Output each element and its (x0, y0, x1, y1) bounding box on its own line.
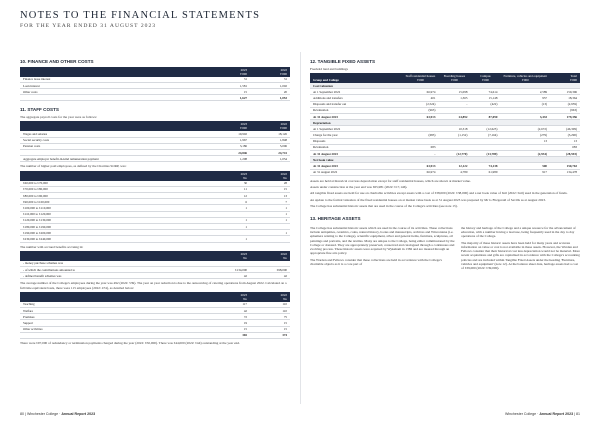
note11-heading: 11. STAFF COSTS (20, 107, 59, 113)
fte-table (20, 292, 290, 339)
cell-value: 66,974 (402, 169, 438, 175)
note13-heading: 13. HERITAGE ASSETS (310, 216, 361, 222)
value-2022: £98,000 (250, 266, 290, 272)
cell-value: (2,524) (402, 101, 438, 107)
cell-value: 159,396 (550, 89, 580, 95)
value-2023: 1,627 (210, 95, 250, 101)
value-2022: 15 (250, 186, 290, 192)
row-label: Disposals (310, 138, 402, 144)
redundancy-text: There were £97,000 of redundancy or termination payments charged during the year (2022: £50,000). There was £44,000 (2022: £nil) outstanding at the year end. (20, 340, 240, 345)
col-2023: 2023 £'000 (240, 67, 247, 76)
value-2022: 18,126 (250, 131, 290, 137)
row-label: Additions and transfers (310, 95, 402, 101)
value-2022: 15 (250, 326, 290, 332)
value-2023: 15 (210, 326, 250, 332)
cell-value: 13 (500, 138, 550, 144)
cell-value: 683 (550, 144, 580, 150)
row-label: £100,000 to £110,000 (20, 205, 210, 211)
row-label: £190,000 to £200,000 (20, 230, 210, 236)
cell-value: (963) (402, 107, 438, 113)
value-2022: 1,054 (250, 156, 290, 162)
cell-value: 917 (500, 169, 550, 175)
row-label: Support (20, 320, 210, 326)
value-2022: 20 (250, 89, 290, 95)
right-column (310, 56, 580, 272)
col-boarding-houses: Boarding houses £'000 (443, 73, 466, 82)
staff-intro: The aggregate payroll costs for the year were as follows: (20, 115, 97, 120)
col-total: Total £'000 (570, 73, 577, 82)
heritage-right-2: The majority of these historic assets have been held for many years and accurate information on value or cost is not available in these assets. However, the Warden and Fellows consider that their historical cost less depreciation would not be material. More recent acquisitions and gifts are capitalised in accordance with the College's accounting policies and are included within Tangible Fixed Assets under the heading 'Furniture, vehicles and equipment' (note 12). At the balance sheet date, heritage assets had a cost of £39,000 (2022: £39,000). (461, 240, 580, 271)
footer-right-report: Annual Report 2023 (539, 412, 574, 416)
heritage-right-1: the history and heritage of the College and a unique resource for the advancement of education, with a number having a lead use, being frequently used in the day to day operations of the College. (461, 225, 576, 239)
pension-table (20, 251, 290, 280)
footer-left-report: Annual Report 2023 (61, 412, 96, 416)
value-2023: 1 (210, 223, 250, 229)
col-2022: 2022 No (280, 251, 287, 260)
cell-value: 63,913 (402, 113, 438, 119)
row-label: - of which the contributions amounted to (20, 266, 210, 272)
cell-value: 134,478 (550, 169, 580, 175)
left-column (20, 56, 290, 347)
cell-value: 500 (500, 163, 550, 169)
section-heading: Cost/valuation (310, 83, 580, 89)
cell-value: 3,433 (500, 113, 550, 119)
col-furniture: Furniture, vehicles and equipment £'000 (503, 73, 547, 82)
fixed-assets-intro: Freehold land and buildings (310, 66, 348, 71)
row-label: Finance lease interest (20, 77, 210, 83)
row-label: Pension costs (20, 143, 210, 149)
bands-intro: The number of higher paid employees, as defined by the Charities SORP, was: (20, 164, 127, 169)
value-2023: 19 (210, 320, 250, 326)
col-2023: 2023 £'000 (240, 122, 247, 131)
cell-value: (2,934) (500, 151, 550, 157)
table-row (20, 273, 290, 279)
value-2022: 28 (250, 181, 290, 187)
row-label: Teaching (20, 302, 210, 308)
value-2023: 3,186 (210, 143, 250, 149)
row-label: Welfare (20, 308, 210, 314)
row-label: Other costs (20, 89, 210, 95)
row-label: £80,000 to £90,000 (20, 193, 210, 199)
cell-value: 74,138 (470, 163, 500, 169)
heritage-left-2: The Warden and Fellows consider that these collections are held in accordance with the College's charitable objects as it is a core part of (310, 257, 442, 266)
value-2022: 110 (250, 308, 290, 314)
fa-para-5: The College has substantial historic assets that are used in the course of the College's activities (see note 13). (310, 203, 458, 208)
row-label: Revaluation (310, 144, 402, 150)
table-row (20, 236, 290, 242)
fa-para-3: All tangible fixed assets are held for use on charitable activities except assets with a cost of £38,000 (2022: £38,000) and a net book value of £nil (2022: £nil) used in the generation of funds. (310, 191, 568, 196)
col-2022: 2022 No (280, 171, 287, 180)
value-2023: 15 (210, 89, 250, 95)
finance-costs-table (20, 67, 290, 102)
col-2023: 2023 No (240, 292, 247, 301)
table-row (20, 332, 290, 338)
value-2023: 1,581 (210, 82, 250, 88)
col-2022: 2022 No (280, 292, 287, 301)
value-2022: 1,053 (250, 95, 290, 101)
cell-value: (12,770) (438, 151, 470, 157)
fa-para-1: Assets are held at historical cost less depreciation except for staff residential houses, which are shown at market value. (310, 178, 471, 183)
cell-value: 74,614 (470, 89, 500, 95)
cell-value: (46,309) (550, 126, 580, 132)
row-label: At 31 August 2023 (310, 151, 402, 157)
row-label: - money purchase schemes was (20, 261, 210, 267)
footer-left-org: Winchester College (26, 412, 59, 416)
row-label: £230,000 to £240,000 (20, 236, 210, 242)
fte-text: The average number of the College's employees during the year was 492 (2022: 539). The year on year reduction is due to the outsourcing of catering operations from August 2022. Calculated on a full time equivalent basis, there were 115 employees (2022: 474), as detailed below: (20, 281, 287, 290)
note10-heading: 10. FINANCE AND OTHER COSTS (20, 59, 94, 64)
value-2023: 19,902 (210, 131, 250, 137)
col-staff-houses: Staff residential houses £'000 (405, 73, 436, 82)
cell-value: 1,365 (438, 95, 470, 101)
section-heading: Net book value (310, 157, 580, 163)
page-subtitle: FOR THE YEAR ENDED 31 AUGUST 2023 (20, 23, 157, 29)
cell-value: 61,989 (470, 169, 500, 175)
cell-value: (279) (500, 132, 550, 138)
row-label: Wages and salaries (20, 131, 210, 137)
heritage-text (310, 224, 580, 273)
row-label: Aggregate employer benefit-in-kind remuneration payment (20, 156, 210, 162)
row-label: £90,000 to £100,000 (20, 199, 210, 205)
value-2023: 1 (210, 236, 250, 242)
row-label: At 31 August 2022 (310, 169, 402, 175)
cell-value: - (402, 151, 438, 157)
footer-left: 80 | Winchester College · Annual Report 2023 (20, 412, 96, 416)
page-title: NOTES TO THE FINANCIAL STATEMENTS (20, 10, 261, 21)
cell-value: (683) (402, 132, 438, 138)
value-2023: 31 (210, 77, 250, 83)
row-label: £60,000 to £70,000 (20, 181, 210, 187)
value-2022: 24,741 (250, 150, 290, 156)
table-row (20, 156, 290, 162)
note12-heading: 12. TANGIBLE FIXED ASSETS (310, 59, 376, 64)
fixed-assets-table (310, 73, 580, 176)
section-heading: Depreciation (310, 120, 580, 126)
row-label: £70,000 to £80,000 (20, 186, 210, 192)
cell-value: 401 (402, 95, 438, 101)
value-2023: 1 (210, 217, 250, 223)
heritage-left-1: The College has substantial historic assets which are used in the course of its activities. These collections include antiquities, ceramics, coins, natural history, books and manuscripts, archives and Winconiana (i.e. ephemera relating to the College), scientific equipment, silver and general items, furniture, sculptures, oil paintings and portraits, and the textiles. Many are unique to the College, being either commissioned by the College or donated. They are appropriately preserved, conserved and catalogued through a continuous and evolving process. These historic assets were acquired by Wykeham in 1382 and are insured through an appropriate fine arts policy. (310, 225, 455, 256)
value-2023: 1,967 (210, 137, 250, 143)
page-number-right: 81 (576, 412, 580, 416)
value-2023: 72 (210, 314, 250, 320)
col-2023: 2023 No (240, 171, 247, 180)
value-2022: 1 (250, 205, 290, 211)
value-2023: 1 (210, 205, 250, 211)
fa-para-2: Assets under construction at the year end was £65,981 (2022: £17,146). (310, 185, 408, 190)
page-number-left: 80 (20, 412, 24, 416)
cell-value: 13 (550, 138, 580, 144)
value-2023: 42 (210, 273, 250, 279)
cell-value: (1,152) (438, 132, 470, 138)
footer-right-org: Winchester College (504, 412, 537, 416)
value-2022: 42 (250, 273, 290, 279)
page-header (20, 10, 580, 29)
cell-value: 24,892 (438, 113, 470, 119)
row-label: Loan interest (20, 82, 210, 88)
row-label: £180,000 to £190,000 (20, 223, 210, 229)
value-2023: 11 (210, 186, 250, 192)
value-2023: 365 (210, 332, 250, 338)
row-label: At 1 September 2022 (310, 126, 402, 132)
group-label: Group and College (313, 77, 339, 82)
col-2023: 2023 No (240, 251, 247, 260)
footer-right: Winchester College · Annual Report 2023 | 81 (504, 412, 580, 416)
table-row (20, 95, 290, 101)
cell-value: 957 (500, 95, 550, 101)
value-2023: 117 (210, 302, 250, 308)
value-2022: 1,002 (250, 82, 290, 88)
value-2023: 24,846 (210, 150, 250, 156)
value-2022: 75 (250, 314, 290, 320)
value-2022: 7 (250, 199, 290, 205)
row-label: - defined benefit schemes was (20, 273, 210, 279)
cell-value: (28,593) (550, 151, 580, 157)
row-label: £110,000 to £120,000 (20, 211, 210, 217)
cell-value: (422) (470, 101, 500, 107)
value-2022: 31 (250, 77, 290, 83)
row-label: At 31 August 2023 (310, 113, 402, 119)
cell-value: 63,913 (402, 163, 438, 169)
col-2022: 2022 £'000 (280, 67, 287, 76)
cell-value: 683 (402, 144, 438, 150)
pension-intro: The number with accrued benefits accruing in: (20, 244, 84, 249)
value-2022: 1 (250, 230, 290, 236)
pay-bands-table (20, 171, 290, 243)
cell-value: (7,164) (470, 132, 500, 138)
value-2023: 30 (210, 181, 250, 187)
cell-value: 2,589 (500, 89, 550, 95)
value-2023: £134,000 (210, 266, 250, 272)
cell-value: (12,625) (470, 126, 500, 132)
cell-value: 4,780 (438, 169, 470, 175)
value-2022: 1,848 (250, 137, 290, 143)
value-2023: 42 (210, 308, 250, 314)
cell-value: 150,763 (550, 163, 580, 169)
cell-value: (13) (500, 101, 550, 107)
fa-para-4: An update to the formal valuation of the fixed residential houses on at market value basis as at 31 August 2023 was prepared by Mr G Fitzgerald of Savills as at August 2023. (310, 197, 546, 202)
value-2022 (250, 236, 290, 242)
row-label: £120,000 to £130,000 (20, 217, 210, 223)
row-label: Charge for the year (310, 132, 402, 138)
row-label: Premises (20, 314, 210, 320)
cell-value: 66,974 (402, 89, 438, 95)
value-2022: 110 (250, 302, 290, 308)
cell-value: (2,959) (550, 101, 580, 107)
row-label: Revaluation (310, 107, 402, 113)
row-label: Other activities (20, 326, 210, 332)
cell-value: 15,098 (438, 89, 470, 95)
row-label (20, 95, 210, 101)
cell-value: 15,148 (470, 95, 500, 101)
cell-value: (13,789) (470, 151, 500, 157)
cell-value: 12,122 (438, 163, 470, 169)
staff-costs-table (20, 121, 290, 162)
value-2022: 1 (250, 211, 290, 217)
cell-value: - (438, 101, 470, 107)
col-campus: Campus £'000 (480, 73, 491, 82)
row-label: Disposals and transfer out (310, 101, 402, 107)
row-label: Social security costs (20, 137, 210, 143)
row-label: At 1 September 2022 (310, 89, 402, 95)
value-2023: 12 (210, 193, 250, 199)
value-2022: 1 (250, 217, 290, 223)
row-label (20, 332, 210, 338)
cell-value: 18,364 (550, 95, 580, 101)
value-2022: 5,006 (250, 143, 290, 149)
cell-value: 10,318 (438, 126, 470, 132)
cell-value: (2,672) (500, 126, 550, 132)
value-2023: 6 (210, 199, 250, 205)
row-label: At 31 August 2023 (310, 163, 402, 169)
col-2022: 2022 £'000 (280, 122, 287, 131)
value-2023: 1,208 (210, 156, 250, 162)
cell-value: (963) (550, 107, 580, 113)
table-row (310, 169, 580, 175)
cell-value: (3,290) (550, 132, 580, 138)
cell-value: 179,356 (550, 113, 580, 119)
value-2022: 13 (250, 193, 290, 199)
value-2022: 374 (250, 332, 290, 338)
value-2022: 15 (250, 320, 290, 326)
cell-value: 87,090 (470, 113, 500, 119)
